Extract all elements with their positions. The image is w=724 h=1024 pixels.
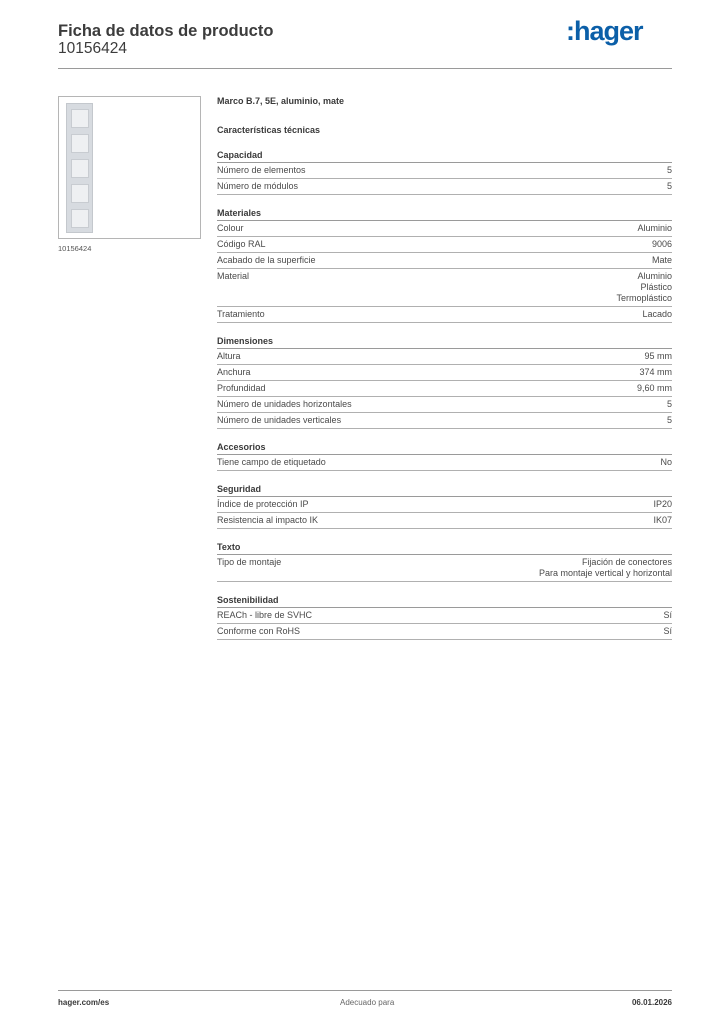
spec-label: Número de elementos (217, 165, 306, 175)
spec-value: 9006 (651, 239, 672, 249)
frame-slot (71, 109, 89, 128)
spec-row (217, 179, 672, 195)
frame-slot (71, 159, 89, 178)
product-number: 10156424 (58, 40, 127, 57)
spec-value: 5 (666, 165, 672, 175)
spec-value: Fijación de conectores (581, 557, 672, 567)
spec-value: Lacado (642, 309, 672, 319)
spec-section (217, 336, 672, 429)
spec-label: Conforme con RoHS (217, 626, 301, 636)
spec-values (639, 367, 672, 378)
spec-values (653, 499, 672, 510)
spec-value: Mate (651, 255, 672, 265)
spec-label: Número de módulos (217, 181, 299, 191)
section-title: Sostenibilidad (217, 595, 672, 608)
spec-values (667, 165, 672, 176)
spec-row (217, 221, 672, 237)
spec-label: Altura (217, 351, 241, 361)
spec-row (217, 365, 672, 381)
section-title: Seguridad (217, 484, 672, 497)
section-title: Capacidad (217, 150, 672, 163)
spec-value: Termoplástico (616, 293, 672, 303)
technical-characteristics-heading: Características técnicas (217, 125, 321, 135)
spec-label: Número de unidades verticales (217, 415, 342, 425)
spec-values (660, 457, 672, 468)
footer-website-link[interactable]: hager.com/es (58, 998, 110, 1007)
spec-label: Tiene campo de etiquetado (217, 457, 326, 467)
spec-row (217, 253, 672, 269)
section-title: Accesorios (217, 442, 672, 455)
spec-row (217, 163, 672, 179)
spec-values (653, 515, 672, 526)
spec-label: Tratamiento (217, 309, 265, 319)
spec-value: No (660, 457, 672, 467)
spec-values (663, 610, 672, 621)
image-caption: 10156424 (58, 244, 92, 253)
spec-section (217, 208, 672, 323)
spec-value: Sí (663, 626, 672, 636)
spec-values (652, 239, 672, 250)
spec-label: Tipo de montaje (217, 557, 282, 567)
spec-values (652, 255, 672, 266)
spec-label: Resistencia al impacto IK (217, 515, 319, 525)
spec-section (217, 150, 672, 195)
spec-value: 95 mm (644, 351, 672, 361)
spec-label: Material (217, 271, 250, 281)
spec-row (217, 513, 672, 529)
spec-section (217, 442, 672, 471)
spec-row (217, 349, 672, 365)
spec-row (217, 381, 672, 397)
spec-value: Plástico (640, 282, 672, 292)
spec-label: Colour (217, 223, 244, 233)
spec-label: Índice de protección IP (217, 499, 309, 509)
product-name: Marco B.7, 5E, aluminio, mate (217, 96, 345, 106)
spec-values (539, 557, 672, 579)
spec-label: REACh - libre de SVHC (217, 610, 313, 620)
spec-value: IP20 (653, 499, 672, 509)
section-title: Dimensiones (217, 336, 672, 349)
spec-values (616, 271, 672, 304)
spec-row (217, 497, 672, 513)
spec-label: Anchura (217, 367, 251, 377)
spec-label: Acabado de la superficie (217, 255, 316, 265)
spec-value: 9,60 mm (636, 383, 672, 393)
spec-value: Aluminio (637, 271, 672, 281)
spec-values (637, 223, 672, 234)
spec-row (217, 455, 672, 471)
spec-values (642, 309, 672, 320)
spec-values (637, 383, 672, 394)
footer-suitable-for: Adecuado para (340, 998, 395, 1007)
spec-label: Número de unidades horizontales (217, 399, 352, 409)
spec-row (217, 608, 672, 624)
spec-label: Código RAL (217, 239, 266, 249)
spec-row (217, 269, 672, 307)
spec-row (217, 397, 672, 413)
footer-divider (58, 990, 672, 991)
hager-logo: :hager (566, 16, 643, 46)
spec-value: 5 (666, 181, 672, 191)
frame-slot (71, 209, 89, 228)
spec-section (217, 542, 672, 582)
spec-value: Sí (663, 610, 672, 620)
spec-values (644, 351, 672, 362)
spec-values (667, 181, 672, 192)
spec-value: 5 (666, 415, 672, 425)
spec-value: IK07 (653, 515, 672, 525)
spec-content (217, 95, 672, 653)
frame-slot (71, 134, 89, 153)
spec-value: Para montaje vertical y horizontal (538, 568, 672, 578)
spec-value: 374 mm (639, 367, 672, 377)
page-title: Ficha de datos de producto (58, 22, 274, 40)
spec-sections (217, 150, 672, 640)
spec-row (217, 413, 672, 429)
footer-date: 06.01.2026 (631, 998, 672, 1007)
header-divider (58, 68, 672, 69)
spec-section (217, 484, 672, 529)
section-title: Texto (217, 542, 672, 555)
spec-section (217, 595, 672, 640)
spec-values (667, 415, 672, 426)
product-frame-image (66, 103, 93, 233)
spec-row (217, 237, 672, 253)
spec-row (217, 555, 672, 582)
spec-row (217, 307, 672, 323)
spec-values (663, 626, 672, 637)
spec-value: Aluminio (637, 223, 672, 233)
spec-values (667, 399, 672, 410)
frame-slot (71, 184, 89, 203)
section-title: Materiales (217, 208, 672, 221)
spec-row (217, 624, 672, 640)
spec-label: Profundidad (217, 383, 266, 393)
spec-value: 5 (666, 399, 672, 409)
